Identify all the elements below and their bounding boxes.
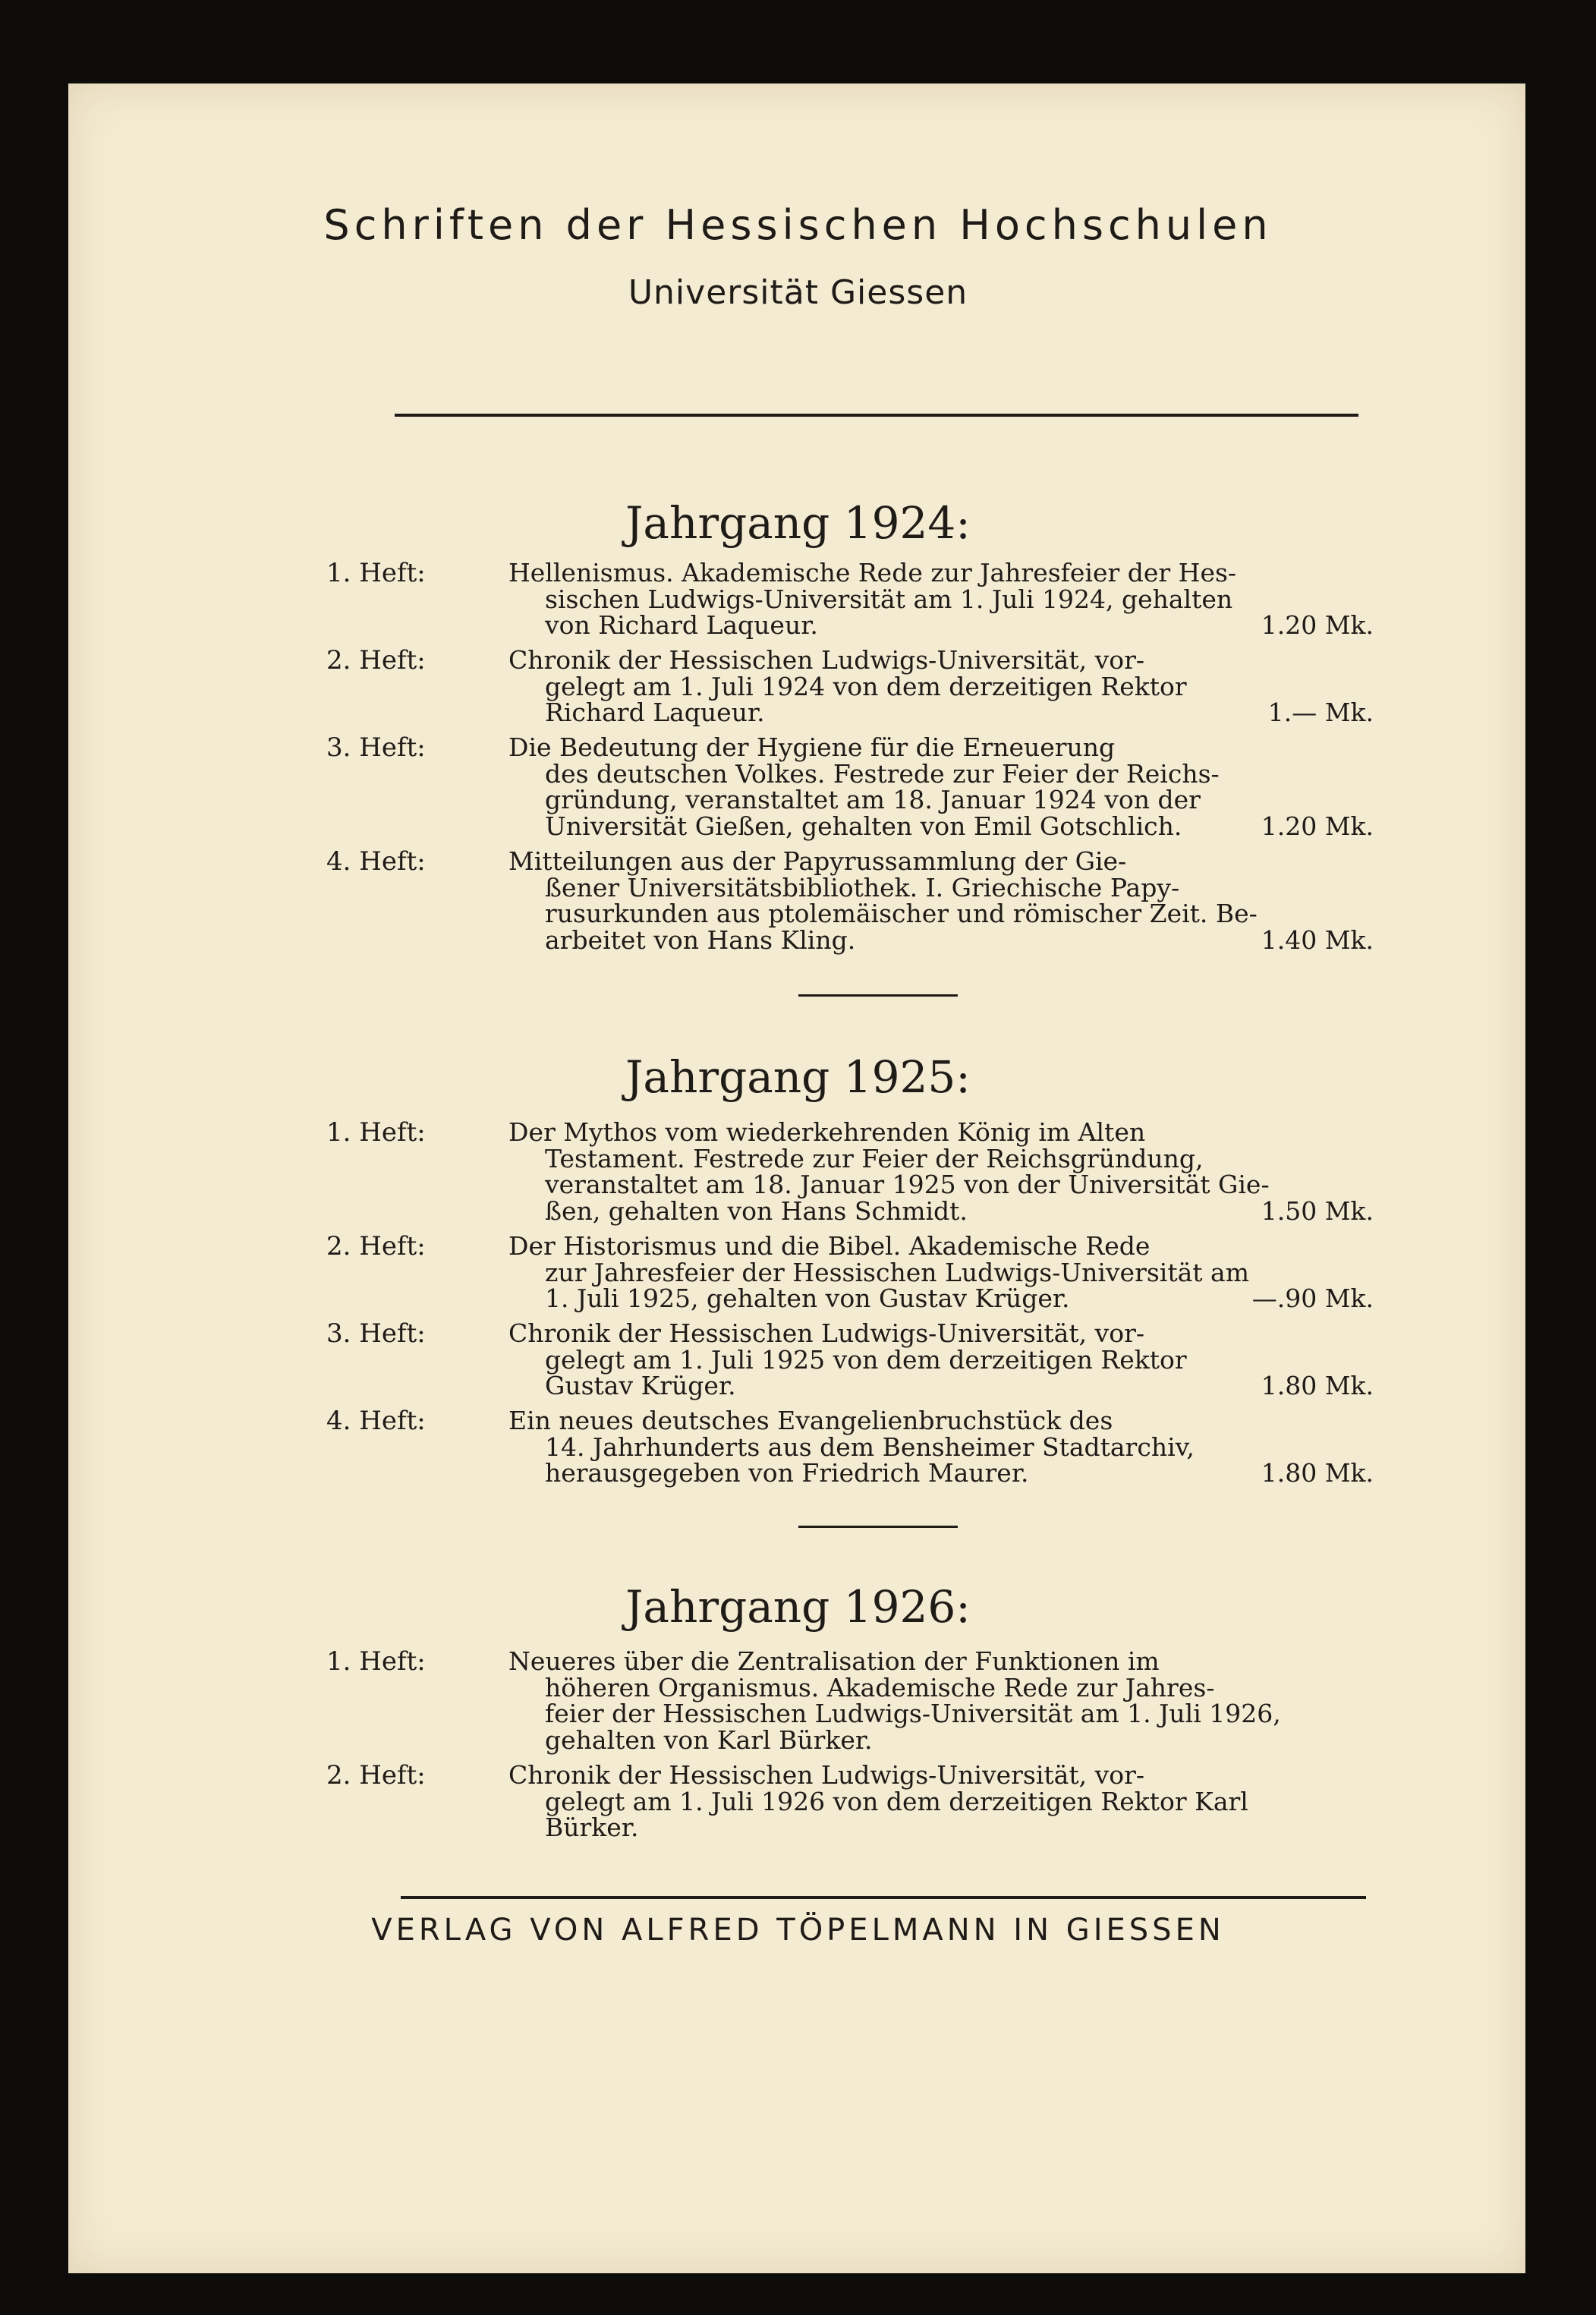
entry-price: 1.20 Mk. — [1261, 610, 1374, 640]
entry-line: Der Mythos vom wiederkehrenden König im Alten — [508, 1117, 1146, 1147]
entry-line: des deutschen Volkes. Festrede zur Feier der Reichs- — [545, 758, 1220, 789]
entry-line: höheren Organismus. Akademische Rede zur Jahres- — [545, 1672, 1215, 1702]
year-heading-1926: Jahrgang 1926: — [625, 1581, 971, 1633]
section-divider — [798, 994, 958, 997]
issue-number: 1. Heft: — [326, 1646, 426, 1677]
entry-line: Ein neues deutsches Evangelienbruchstück des — [508, 1406, 1113, 1435]
entry-price: 1.80 Mk. — [1261, 1458, 1374, 1488]
entry-line: gehalten von Karl Bürker. — [545, 1724, 873, 1755]
entry-price: 1.80 Mk. — [1261, 1371, 1374, 1400]
year-heading-1924: Jahrgang 1924: — [625, 497, 971, 549]
entry-text — [508, 1318, 1256, 1400]
issue-number: 4. Heft: — [326, 846, 426, 877]
entry-line: 14. Jahrhunderts aus dem Bensheimer Stadtarchiv, — [545, 1432, 1195, 1462]
entry-line: Testament. Festrede zur Feier der Reichsgründung, — [545, 1143, 1204, 1173]
entry-line: Chronik der Hessischen Ludwigs-Universität, vor- — [508, 1760, 1145, 1790]
entry-price: 1.40 Mk. — [1261, 925, 1374, 955]
series-title: Schriften der Hessischen Hochschulen — [323, 201, 1273, 249]
entry-line: Der Historismus und die Bibel. Akademische Rede — [508, 1231, 1151, 1261]
issue-number: 3. Heft: — [326, 732, 426, 763]
entry-line: Neueres über die Zentralisation der Funktionen im — [508, 1646, 1160, 1676]
entry-text — [508, 1233, 1256, 1312]
entry-line: rusurkunden aus ptolemäischer und römischer Zeit. Be- — [545, 899, 1258, 928]
entry-text — [508, 1408, 1256, 1487]
entry-line: 1. Juli 1925, gehalten von Gustav Krüger. — [545, 1283, 1070, 1313]
entry-text — [508, 846, 1258, 955]
entry-line: ßen, gehalten von Hans Schmidt. — [545, 1195, 968, 1226]
entry-text — [508, 1762, 1256, 1841]
issue-number: 1. Heft: — [326, 558, 426, 588]
year-heading-1925: Jahrgang 1925: — [625, 1051, 971, 1103]
entry-line: veranstaltet am 18. Januar 1925 von der Universität Gie- — [545, 1170, 1270, 1199]
entry-price: —.90 Mk. — [1251, 1283, 1374, 1313]
entry-price: 1.20 Mk. — [1261, 811, 1374, 841]
entry-price: 1.— Mk. — [1267, 698, 1374, 727]
entry-line: feier der Hessischen Ludwigs-Universität am 1. Juli 1926, — [545, 1699, 1281, 1728]
entry-line: Chronik der Hessischen Ludwigs-Universität, vor- — [508, 1318, 1145, 1348]
entry-line: herausgegeben von Friedrich Maurer. — [545, 1458, 1029, 1488]
entry-text — [508, 560, 1256, 639]
entry-line: sischen Ludwigs-Universität am 1. Juli 1924, gehalten — [545, 584, 1233, 614]
entry-line: Mitteilungen aus der Papyrussammlung der Gie- — [508, 846, 1127, 876]
publisher-line: VERLAG VON ALFRED TÖPELMANN IN GIESSEN — [371, 1913, 1225, 1948]
entry-line: Bürker. — [545, 1813, 639, 1842]
entry-line: Chronik der Hessischen Ludwigs-Universität, vor- — [508, 645, 1145, 675]
issue-number: 2. Heft: — [326, 1231, 426, 1261]
entry-line: gelegt am 1. Juli 1924 von dem derzeitigen Rektor — [545, 671, 1187, 701]
issue-number: 2. Heft: — [326, 645, 426, 676]
entry-line: von Richard Laqueur. — [545, 610, 818, 640]
entry-line: Universität Gießen, gehalten von Emil Gotschlich. — [545, 811, 1182, 841]
entry-line: Gustav Krüger. — [545, 1371, 736, 1400]
header-rule — [395, 414, 1358, 417]
entry-line: arbeitet von Hans Kling. — [545, 924, 856, 955]
issue-number: 4. Heft: — [326, 1406, 426, 1436]
entry-line: Hellenismus. Akademische Rede zur Jahresfeier der Hes- — [508, 558, 1237, 587]
entry-text — [508, 732, 1256, 841]
entry-text — [508, 647, 1256, 726]
entry-line: Richard Laqueur. — [545, 698, 765, 727]
footer-rule — [401, 1896, 1366, 1899]
section-divider — [798, 1526, 958, 1528]
issue-number: 3. Heft: — [326, 1318, 426, 1349]
issue-number: 1. Heft: — [326, 1117, 426, 1148]
university-subtitle: Universität Giessen — [628, 273, 968, 312]
entry-line: gründung, veranstaltet am 18. Januar 1924 von der — [545, 785, 1201, 814]
entry-line: Die Bedeutung der Hygiene für die Erneuerung — [508, 732, 1116, 762]
entry-line: ßener Universitätsbibliothek. I. Griechische Papy- — [545, 872, 1180, 902]
entry-price: 1.50 Mk. — [1261, 1196, 1374, 1226]
entry-line: zur Jahresfeier der Hessischen Ludwigs-Universität am — [545, 1257, 1249, 1287]
issue-number: 2. Heft: — [326, 1760, 426, 1791]
entry-line: gelegt am 1. Juli 1926 von dem derzeitigen Rektor Karl — [545, 1786, 1248, 1816]
entry-line: gelegt am 1. Juli 1925 von dem derzeitigen Rektor — [545, 1344, 1187, 1375]
entry-text — [508, 1117, 1270, 1226]
entry-text — [508, 1646, 1281, 1755]
